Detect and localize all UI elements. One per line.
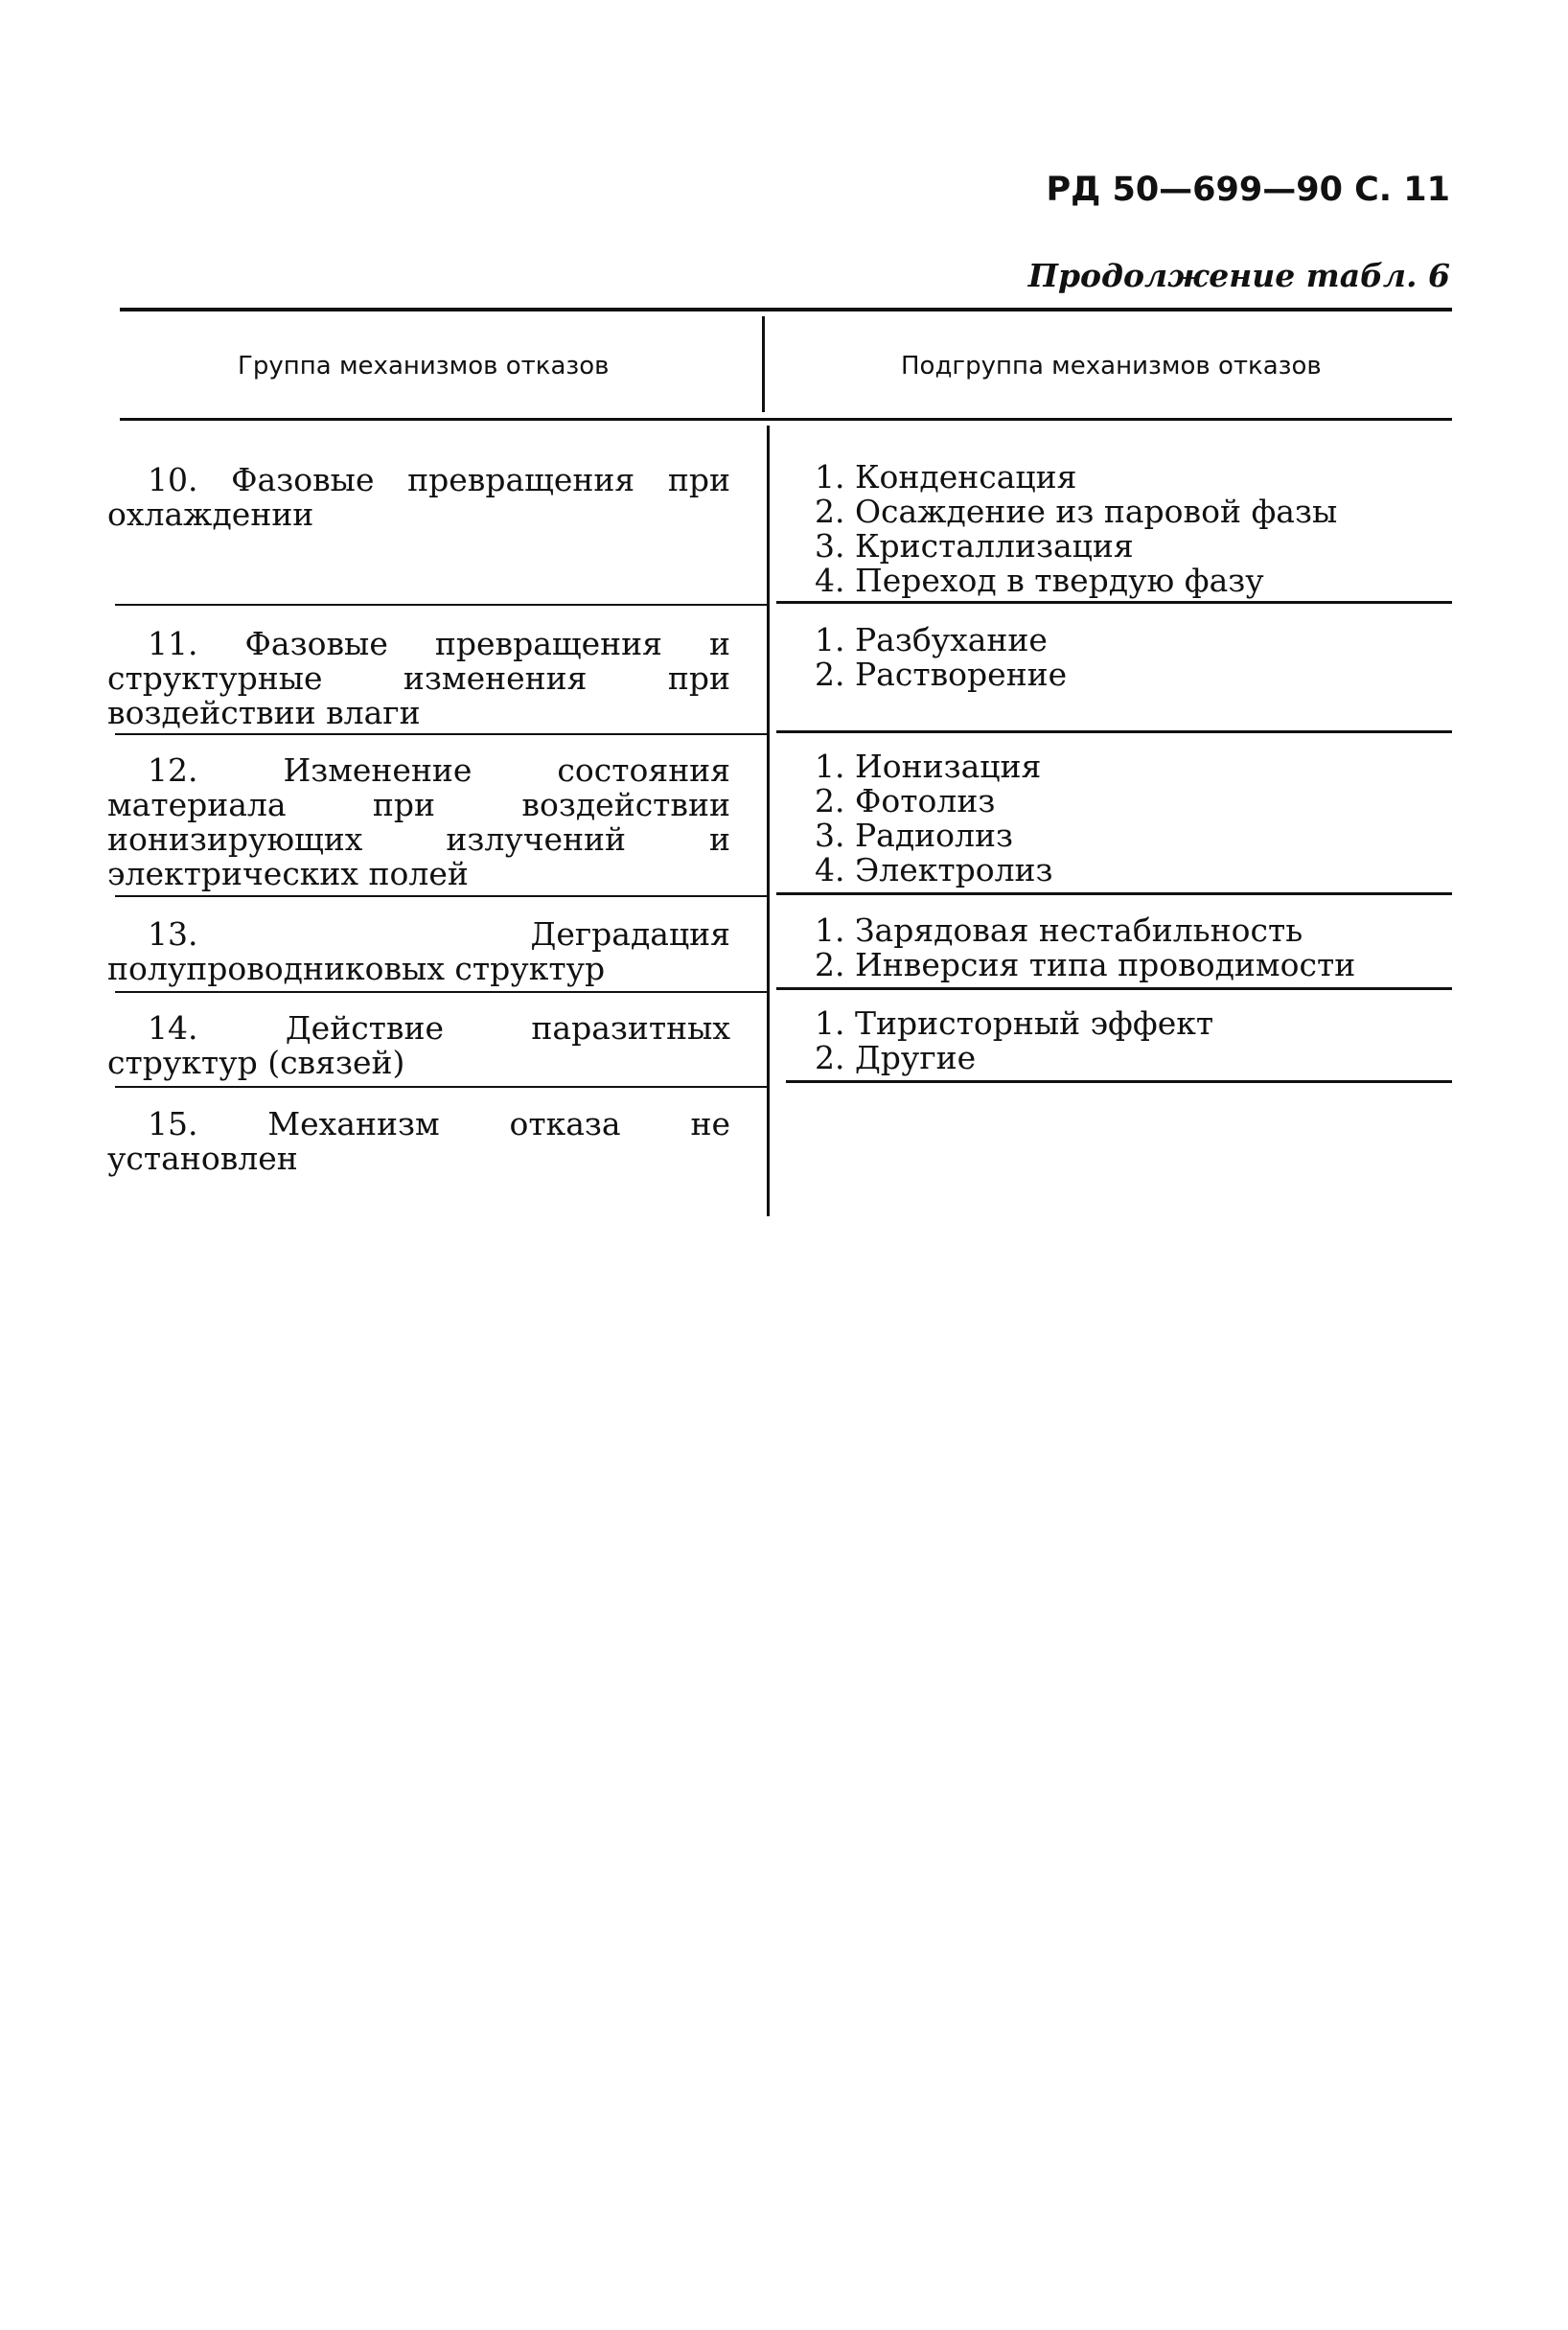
- list-item: 2. Другие: [815, 1039, 977, 1076]
- row-divider-right: [786, 1080, 1452, 1083]
- list-item: 2. Фотолиз: [815, 782, 996, 819]
- table-row-group-10: 10. Фазовые превращения при охлаждении: [107, 461, 730, 533]
- list-item: 1. Конденсация: [815, 458, 1077, 496]
- body-column-divider: [767, 426, 770, 1216]
- list-item: 3. Кристаллизация: [815, 527, 1134, 565]
- list-item: 4. Электролиз: [815, 851, 1053, 888]
- list-item: 1. Тиристорный эффект: [815, 1004, 1214, 1042]
- table-top-rule: [120, 308, 1452, 311]
- column-header-group: Группа механизмов отказов: [238, 352, 610, 381]
- row-divider-right: [776, 730, 1452, 733]
- table-row-subgroups-12: [815, 750, 1447, 888]
- list-item: 1. Зарядовая нестабильность: [815, 911, 1303, 949]
- header-bottom-rule: [120, 418, 1452, 421]
- list-item: 3. Радиолиз: [815, 817, 1013, 854]
- row-divider-right: [776, 987, 1452, 990]
- row-divider-left: [115, 604, 767, 606]
- table-row-subgroups-10: [815, 460, 1447, 598]
- table-row-group-13: 13. Деградация полупроводниковых структур: [107, 915, 730, 987]
- table-row-group-12: 12. Изменение состояния материала при воздействии ионизирующих излучений и электрических полей: [107, 751, 730, 892]
- list-item: 2. Осаждение из паровой фазы: [815, 493, 1338, 530]
- row-divider-right: [776, 892, 1452, 895]
- list-item: 4. Переход в твердую фазу: [815, 562, 1264, 599]
- header-column-divider: [762, 316, 765, 412]
- row-divider-left: [115, 1086, 767, 1088]
- table-row-subgroups-14: [815, 1006, 1447, 1075]
- list-item: 2. Инверсия типа проводимости: [815, 946, 1356, 983]
- table-row-group-14: 14. Действие паразитных структур (связей): [107, 1009, 730, 1081]
- table-row-subgroups-11: [815, 623, 1447, 692]
- row-divider-left: [115, 895, 767, 897]
- row-divider-right: [776, 601, 1452, 604]
- table-row-subgroups-13: [815, 913, 1447, 982]
- row-divider-left: [115, 991, 767, 993]
- list-item: 1. Разбухание: [815, 621, 1048, 658]
- page-number: РД 50—699—90 С. 11: [1046, 171, 1450, 209]
- table-row-group-11: 11. Фазовые превращения и структурные изменения при воздействии влаги: [107, 625, 730, 731]
- table-row-group-15: 15. Механизм отказа не установлен: [107, 1105, 730, 1177]
- column-header-subgroup: Подгруппа механизмов отказов: [901, 352, 1322, 381]
- list-item: 2. Растворение: [815, 656, 1068, 693]
- row-divider-left: [115, 733, 767, 735]
- list-item: 1. Ионизация: [815, 748, 1042, 785]
- table-continuation-label: Продолжение табл. 6: [1027, 257, 1450, 294]
